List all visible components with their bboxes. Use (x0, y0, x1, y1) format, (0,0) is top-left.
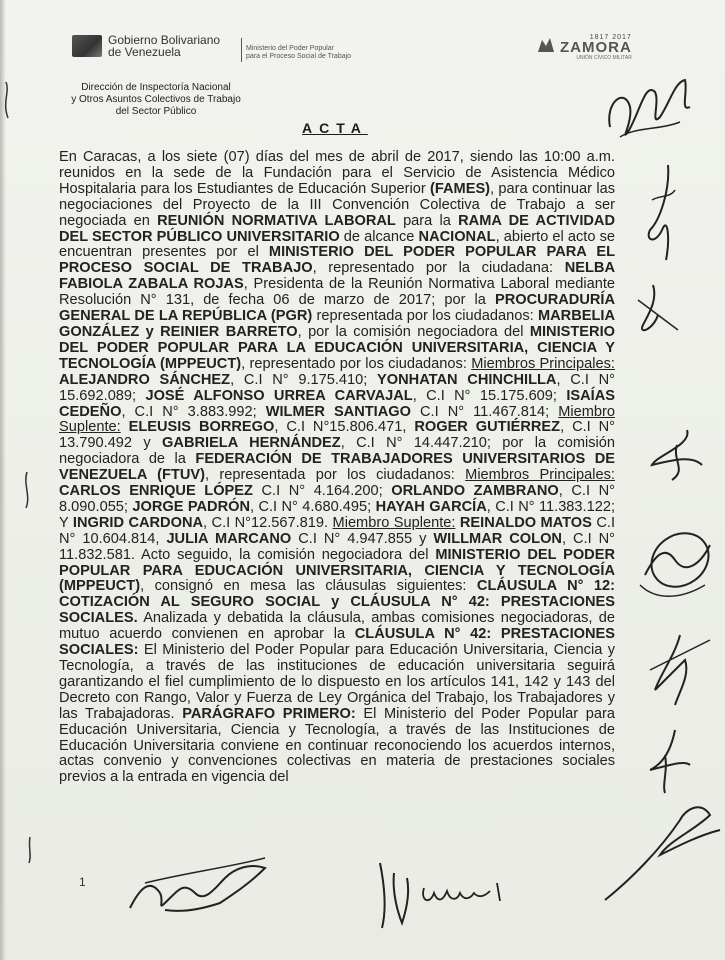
directorate-line1: Dirección de Inspectoría Nacional (81, 82, 231, 93)
body-bold-run: PARÁGRAFO PRIMERO: (182, 705, 356, 722)
body-bold-run: ALEJANDRO SÁNCHEZ (59, 371, 231, 388)
margin-mark-top (0, 80, 14, 120)
body-bold-run: ORLANDO ZAMBRANO (391, 483, 559, 500)
body-text-run: , por la comisión negociadora del (297, 323, 530, 340)
body-text-run: C.I N° 10.604.814, (59, 514, 615, 547)
government-emblem-icon (72, 35, 102, 57)
body-text-run: , C.I N° 15.175.609; (412, 387, 567, 404)
body-text-run: Analizada y debatida la cláusula, ambas comisiones negociadoras, de mutuo acuerdo convienen en aprobar la (59, 610, 615, 643)
signature-3 (628, 280, 688, 340)
body-bold-run: JOSÉ ALFONSO URREA CARVAJAL (145, 387, 413, 404)
body-text-run: , C.I N° 8.090.055; (59, 483, 615, 515)
body-bold-run: MINISTERIO DEL PODER POPULAR PARA LA EDUCACIÓN UNIVERSITARIA, CIENCIA Y TECNOLOGÍA (MPPEUCT) (59, 323, 615, 372)
directorate-block (56, 82, 256, 118)
body-bold-run: CLÁUSULA N° 42: PRESTACIONES SOCIALES: (59, 626, 615, 659)
body-text-run: de alcance (339, 228, 419, 245)
body-bold-run: REINALDO MATOS (459, 514, 592, 531)
body-text-run: C.I N° 4.164.200; (252, 483, 392, 500)
signature-bottom-center (372, 853, 512, 938)
body-text-run: , C.I N° 11.383.122; Y (59, 498, 615, 531)
body-bold-run: PROCURADURÍA GENERAL DE LA REPÚBLICA (PGR) (59, 292, 615, 325)
body-text-run: C.I N° 11.467.814; (410, 403, 559, 420)
body-text-run: , C.I N°15.806.471, (274, 419, 415, 436)
body-bold-run: JORGE PADRÓN (132, 498, 251, 515)
government-logo (72, 34, 220, 58)
zamora-logo (560, 34, 632, 61)
margin-mark-middle (20, 470, 34, 510)
body-bold-run: MINISTERIO DEL PODER POPULAR PARA EDUCACIÓN UNIVERSITARIA, CIENCIA Y TECNOLOGÍA (MPPEUCT) (59, 546, 615, 595)
signature-5 (625, 515, 720, 610)
signature-4 (642, 425, 712, 485)
body-text-run: , C.I N° 4.680.495; (250, 498, 376, 515)
body-underlined-run: Miembros Principales: (465, 467, 615, 484)
ministry-name-line2: para el Proceso Social de Trabajo (246, 53, 352, 60)
body-underlined-run: Miembros Principales: (471, 355, 615, 372)
body-text-run: representada por los ciudadanos: (312, 308, 538, 325)
body-bold-run: WILMER SANTIAGO (265, 403, 411, 420)
signature-bottom-left (125, 848, 275, 928)
body-bold-run: (FAMES) (430, 180, 491, 197)
body-text-run: , Presidenta de la Reunión Normativa Laboral mediante Resolución N° 131, de fecha 06 de marzo de 2017; por la (59, 276, 615, 309)
zamora-years: 1817 2017 (589, 34, 632, 41)
government-name-line2: de Venezuela (108, 45, 181, 59)
directorate-line3: del Sector Público (115, 106, 197, 117)
body-bold-run: MARBELIA GONZÁLEZ y REINIER BARRETO (59, 308, 615, 340)
body-bold-run: RAMA DE ACTIVIDAD DEL SECTOR PÚBLICO UNIVERSITARIO (59, 212, 615, 245)
body-text-run: , representado por los ciudadanos: (241, 355, 472, 372)
signature-1 (600, 72, 695, 152)
body-text-run: C.I N° 4.947.855 y (291, 530, 434, 547)
body-bold-run: NELBA FABIOLA ZABALA ROJAS (59, 260, 615, 293)
body-bold-run: YONHATAN CHINCHILLA (377, 371, 557, 388)
body-bold-run: ISAÍAS CEDEÑO (59, 387, 615, 420)
zamora-subtitle: UNIÓN CÍVICO MILITAR (576, 55, 632, 61)
body-bold-run: CARLOS ENRIQUE LÓPEZ (59, 483, 253, 500)
body-text-run (121, 419, 129, 435)
body-text-run: , representada por los ciudadanos: (205, 467, 466, 484)
body-bold-run: ELEUSIS BORREGO (128, 419, 275, 436)
body-text-run: , C.I N° 9.175.410; (230, 371, 378, 388)
body-bold-run: REUNIÓN NORMATIVA LABORAL (157, 212, 396, 229)
body-bold-run: INGRID CARDONA (72, 514, 204, 531)
body-bold-run: GABRIELA HERNÁNDEZ (162, 435, 341, 452)
body-bold-run: WILLMAR COLON (433, 530, 562, 547)
ministry-name (246, 45, 351, 61)
scan-edge-shadow (0, 0, 6, 960)
body-text-run: , C.I N° 11.832.581. Acto seguido, la comisión negociadora del (59, 530, 615, 563)
signature-7 (640, 725, 695, 795)
body-underlined-run: Miembro Suplente: (59, 403, 615, 436)
body-underlined-run: Miembro Suplente: (332, 514, 456, 531)
header-divider (241, 38, 242, 62)
signature-8 (600, 790, 725, 910)
document-title: ACTA (302, 120, 368, 136)
body-text-run: , para continuar las negociaciones del Proyecto de la III Convención Colectiva de Trabajo a ser negociada en (59, 180, 615, 229)
body-text-run: , C.I N° 3.883.992; (121, 403, 266, 420)
body-bold-run: MINISTERIO DEL PODER POPULAR PARA EL PROCESO SOCIAL DE TRABAJO (59, 244, 615, 277)
government-name (108, 34, 220, 58)
zamora-word: ZAMORA (560, 39, 632, 56)
body-text-run: El Ministerio del Poder Popular para Educación Universitaria, Ciencia y Tecnología, a través de las Instituciones de Educación Universitaria conviene en continuar reconociendo los acuerdos internos, actas convenio y convenciones colectivas en materia de prestaciones sociales previos a la entrada en vigencia del (59, 705, 615, 786)
body-bold-run: JULIA MARCANO (166, 530, 292, 547)
body-paragraph (59, 150, 615, 786)
body-text-run: El Ministerio del Poder Popular para Educación Universitaria, Ciencia y Tecnología, a través de las instituciones de educación universitaria seguirá garantizando el fiel cumplimiento de lo dispuesto en los artículos 141, 142 y 143 del Decreto con Rango, Valor y Fuerza de Ley Orgánica del Trabajo, los Trabajadores y las Trabajadoras. (59, 642, 615, 722)
body-bold-run: CLÁUSULA N° 12: COTIZACIÓN AL SEGURO SOCIAL y CLÁUSULA N° 42: PRESTACIONES SOCIALES. (59, 578, 615, 627)
margin-mark-bottom (24, 835, 36, 865)
ministry-name-line1: Ministerio del Poder Popular (246, 45, 334, 52)
body-text-run: , C.I N° 15.692.089; (59, 371, 616, 404)
signature-6 (640, 630, 720, 720)
body-bold-run: NACIONAL (418, 228, 496, 245)
directorate-line2: y Otros Asuntos Colectivos de Trabajo (71, 94, 241, 105)
body-text-run: , representado por la ciudadana: (312, 260, 565, 277)
body-text-run: , abierto el acto se encuentran presentes por el (59, 228, 615, 261)
body-bold-run: ROGER GUTIÉRREZ (414, 419, 561, 436)
body-bold-run: FEDERACIÓN DE TRABAJADORES UNIVERSITARIOS DE VENEZUELA (FTUV) (59, 451, 615, 484)
signature-2 (640, 160, 680, 270)
zamora-emblem-icon (536, 36, 556, 54)
government-name-line1: Gobierno Bolivariano (108, 33, 221, 47)
page-number: 1 (79, 875, 86, 889)
body-text-run: , consignó en mesa las cláusulas siguientes: (140, 578, 477, 595)
body-text-run: para la (395, 212, 459, 229)
body-text-run: , C.I N°12.567.819. (203, 514, 333, 531)
body-text-run: , C.I N° 14.447.210; por la comisión negociadora de la (59, 435, 615, 468)
body-bold-run: HAYAH GARCÍA (375, 498, 487, 515)
body-text-run: En Caracas, a los siete (07) días del mes de abril de 2017, siendo las 10:00 a.m. reunidos en la sede de la Fundación para el Servicio de Asistencia Médico Hospitalaria para los Estudiantes de Educación Superior (59, 149, 615, 197)
body-text-run: , C.I N° 13.790.492 y (59, 419, 616, 452)
